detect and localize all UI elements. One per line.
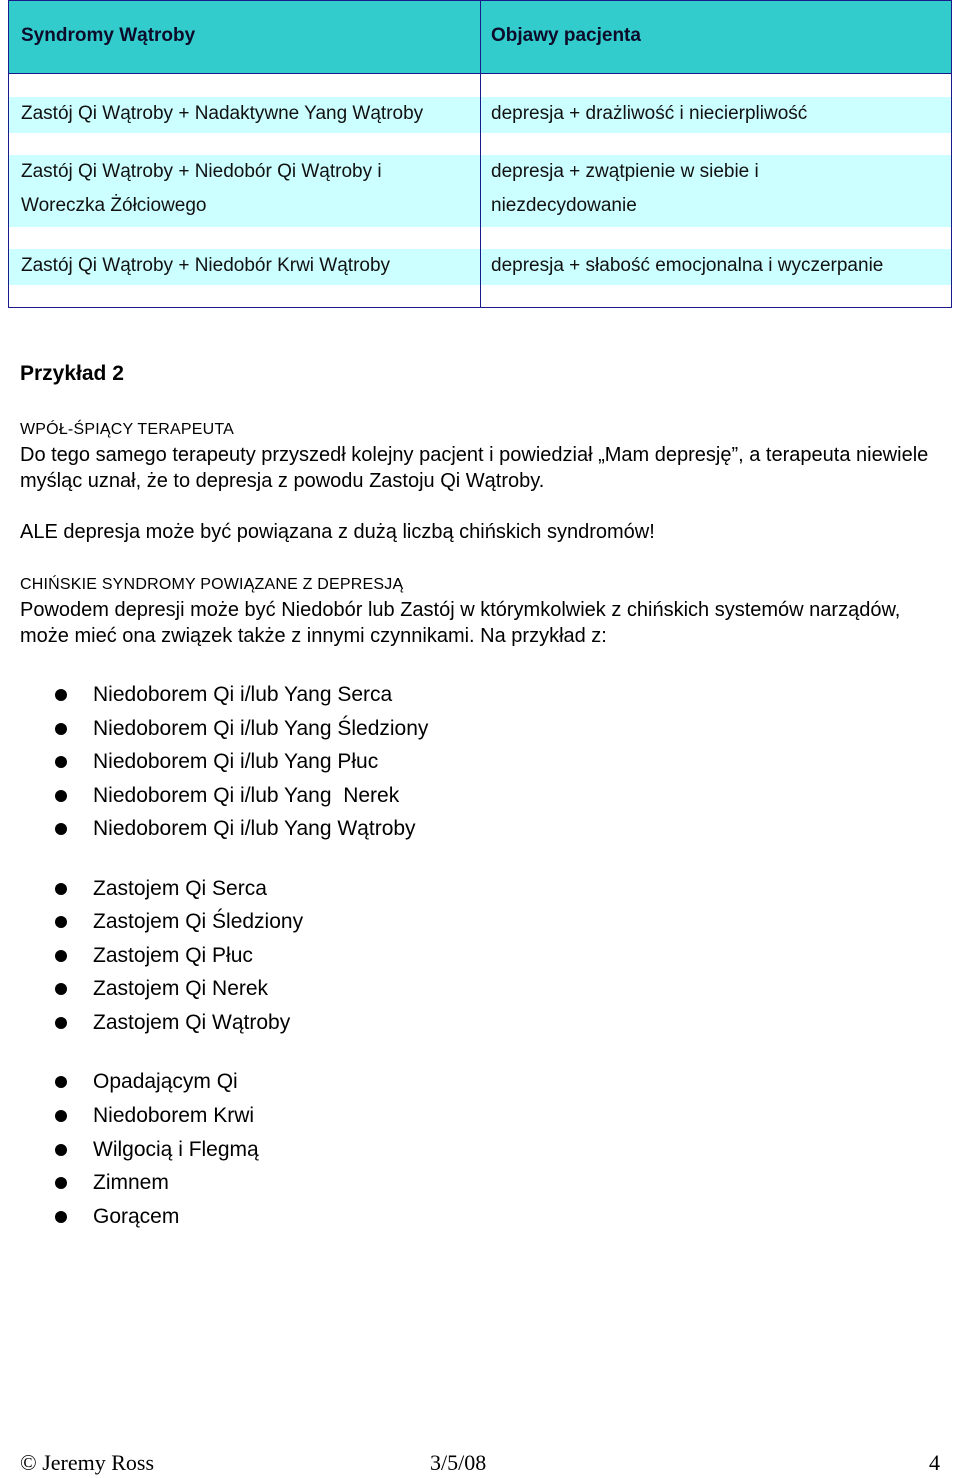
table-header-syndromes: Syndromy Wątroby xyxy=(21,25,196,46)
footer-date: 3/5/08 xyxy=(430,1450,487,1475)
table-cell-syndrome: Zastój Qi Wątroby + Nadaktywne Yang Wątroby xyxy=(21,103,424,124)
bullet-icon xyxy=(55,883,67,895)
table-cell-syndrome: Zastój Qi Wątroby + Niedobór Qi Wątroby i Woreczka Żółciowego xyxy=(21,161,382,216)
bullet-icon xyxy=(55,1211,67,1223)
syndrome-table xyxy=(8,0,952,308)
table-cell-syndrome: Zastój Qi Wątroby + Niedobór Krwi Wątroby xyxy=(21,255,391,276)
section-subheading: CHIŃSKIE SYNDROMY POWIĄZANE Z DEPRESJĄ xyxy=(20,576,404,593)
bullet-icon xyxy=(55,823,67,835)
bullet-icon xyxy=(55,916,67,928)
example-heading: Przykład 2 xyxy=(20,362,124,385)
bullet-icon xyxy=(55,983,67,995)
example-note: ALE depresja może być powiązana z dużą liczbą chińskich syndromów! xyxy=(20,521,655,543)
example-paragraph: Do tego samego terapeuty przyszedł kolejny pacjent i powiedział „Mam depresję”, a terapeuta niewiele myśląc uznał, że to depresja z powodu Zastoju Qi Wątroby. xyxy=(20,444,929,492)
table-header-symptoms: Objawy pacjenta xyxy=(491,25,641,46)
bullet-icon xyxy=(55,756,67,768)
bullet-icon xyxy=(55,1177,67,1189)
bullet-icon xyxy=(55,1144,67,1156)
bullet-icon xyxy=(55,790,67,802)
footer-page-number: 4 xyxy=(929,1450,940,1475)
footer-author: © Jeremy Ross xyxy=(20,1450,155,1475)
bullet-icon xyxy=(55,1076,67,1088)
example-subheading: WPÓŁ-ŚPIĄCY TERAPEUTA xyxy=(20,421,235,438)
bullet-icon xyxy=(55,1110,67,1122)
bullet-icon xyxy=(55,723,67,735)
table-cell-symptoms: depresja + drażliwość i niecierpliwość xyxy=(491,103,808,124)
bullet-icon xyxy=(55,950,67,962)
table-cell-symptoms: depresja + słabość emocjonalna i wyczerpanie xyxy=(491,255,884,276)
bullet-icon xyxy=(55,1017,67,1029)
section-paragraph: Powodem depresji może być Niedobór lub Zastój w którymkolwiek z chińskich systemów narządów, może mieć ona związek także z innymi czynnikami. Na przykład z: xyxy=(20,599,901,647)
table-cell-symptoms: depresja + zwątpienie w siebie i niezdecydowanie xyxy=(491,161,759,216)
bullet-icon xyxy=(55,689,67,701)
